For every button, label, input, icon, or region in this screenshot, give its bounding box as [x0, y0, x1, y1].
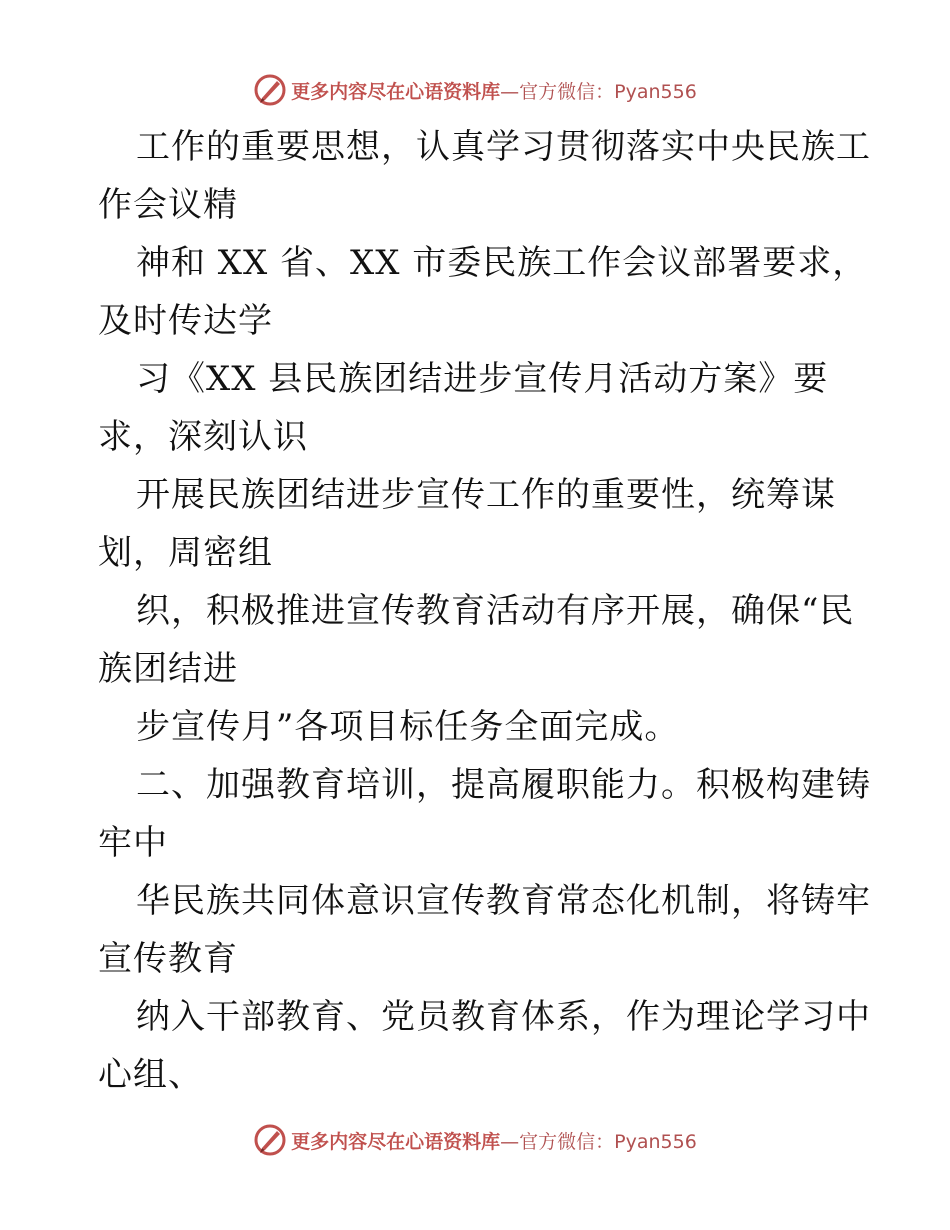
text-line: 求，深刻认识	[98, 417, 308, 457]
quill-logo-icon	[253, 1123, 287, 1157]
text-line: 及时传达学	[98, 301, 273, 341]
text-line: 织，积极推进宣传教育活动有序开展，确保“民	[136, 591, 855, 631]
text-line: 纳入干部教育、党员教育体系，作为理论学习中	[136, 997, 871, 1037]
text-line: 划，周密组	[98, 533, 273, 573]
text-line: 心组、	[98, 1055, 203, 1095]
quill-logo-icon	[253, 73, 287, 107]
footer-watermark-rest: —官方微信：Pyan556	[500, 1130, 697, 1153]
text-line: 作会议精	[98, 185, 238, 225]
header-watermark-banner	[0, 70, 950, 110]
footer-watermark-banner	[0, 1120, 950, 1160]
text-line: 步宣传月”各项目标任务全面完成。	[136, 707, 680, 747]
text-line: 开展民族团结进步宣传工作的重要性，统筹谋	[136, 475, 836, 515]
footer-watermark-main: 更多内容尽在心语资料库	[291, 1130, 501, 1153]
text-line: 二、加强教育培训，提高履职能力。积极构建铸	[136, 765, 871, 805]
text-line: 牢中	[98, 823, 168, 863]
text-line: 族团结进	[98, 649, 238, 689]
header-watermark-text	[291, 77, 697, 104]
text-line: 神和 XX 省、XX 市委民族工作会议部署要求，	[136, 243, 868, 283]
text-line: 华民族共同体意识宣传教育常态化机制，将铸牢	[136, 881, 871, 921]
header-watermark-rest: —官方微信：Pyan556	[500, 80, 697, 103]
footer-watermark-text	[291, 1127, 697, 1154]
text-line: 习《XX 县民族团结进步宣传月活动方案》要	[136, 359, 829, 399]
text-line: 宣传教育	[98, 939, 238, 979]
text-line: 工作的重要思想，认真学习贯彻落实中央民族工	[136, 127, 871, 167]
header-watermark-main: 更多内容尽在心语资料库	[291, 80, 501, 103]
